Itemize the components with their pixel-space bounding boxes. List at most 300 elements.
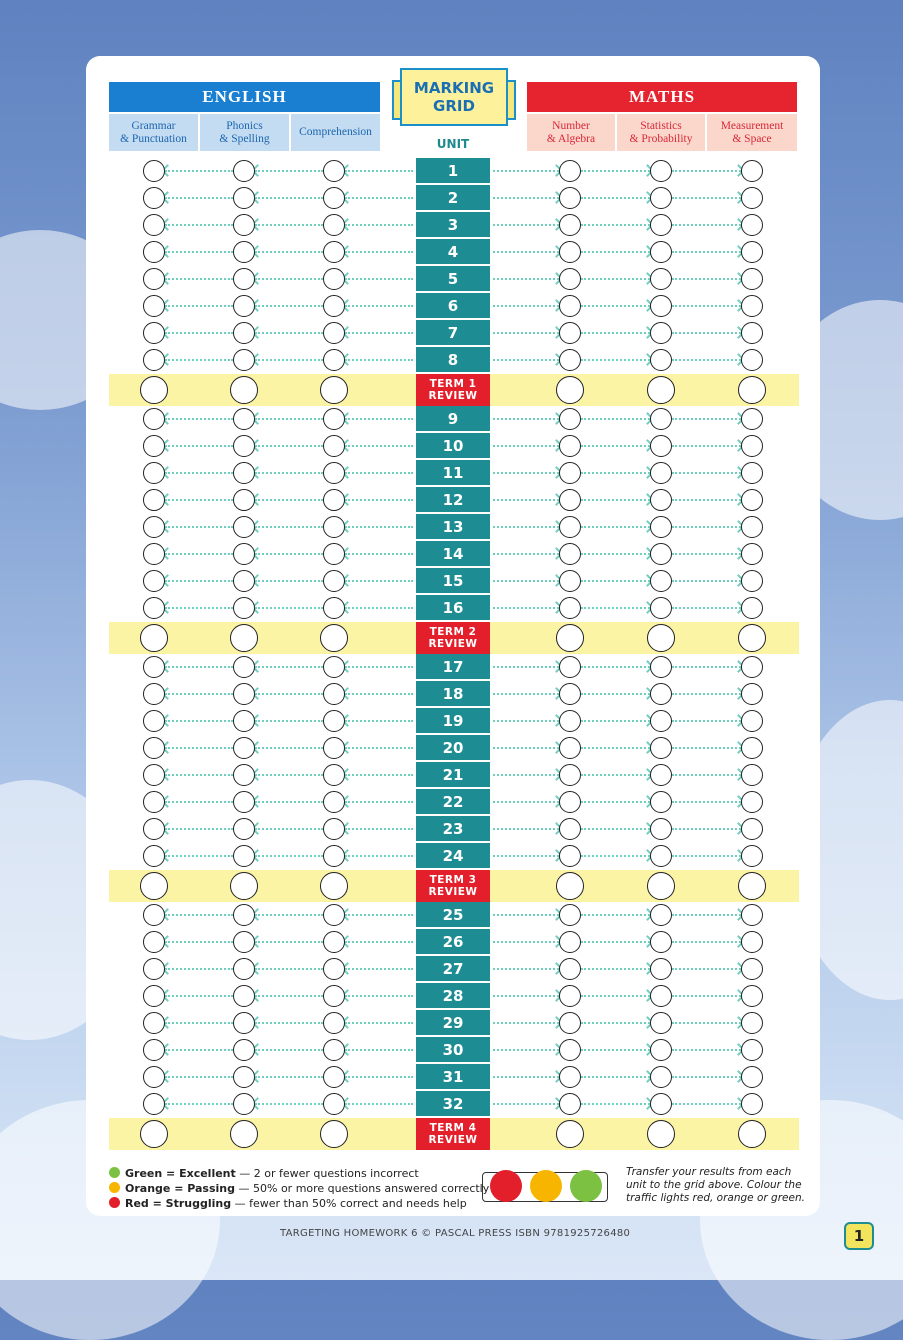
- result-circle[interactable]: [650, 791, 672, 813]
- arrow-left-icon: [255, 720, 323, 722]
- result-circle[interactable]: [233, 295, 255, 317]
- result-circle[interactable]: [323, 931, 345, 953]
- arrow-left-icon: [165, 499, 233, 501]
- review-result-circle[interactable]: [647, 376, 675, 404]
- result-circle[interactable]: [650, 214, 672, 236]
- result-circle[interactable]: [233, 516, 255, 538]
- result-circle[interactable]: [559, 214, 581, 236]
- result-circle[interactable]: [741, 1093, 763, 1115]
- result-circle[interactable]: [559, 683, 581, 705]
- arrow-right-icon: [672, 801, 741, 803]
- result-circle[interactable]: [233, 931, 255, 953]
- result-circle[interactable]: [233, 435, 255, 457]
- result-circle[interactable]: [233, 818, 255, 840]
- result-circle[interactable]: [233, 1066, 255, 1088]
- arrow-left-icon: [345, 251, 413, 253]
- result-circle[interactable]: [650, 597, 672, 619]
- result-circle[interactable]: [650, 1039, 672, 1061]
- unit-number-cell: 4: [416, 239, 490, 264]
- review-result-circle[interactable]: [647, 1120, 675, 1148]
- result-circle[interactable]: [143, 656, 165, 678]
- result-circle[interactable]: [741, 349, 763, 371]
- result-circle[interactable]: [233, 570, 255, 592]
- result-circle[interactable]: [741, 187, 763, 209]
- term-review-line2: REVIEW: [428, 638, 478, 650]
- result-circle[interactable]: [650, 516, 672, 538]
- result-circle[interactable]: [323, 1012, 345, 1034]
- arrow-left-icon: [255, 359, 323, 361]
- result-circle[interactable]: [323, 349, 345, 371]
- result-circle[interactable]: [650, 818, 672, 840]
- result-circle[interactable]: [650, 543, 672, 565]
- result-circle[interactable]: [233, 845, 255, 867]
- review-result-circle[interactable]: [320, 1120, 348, 1148]
- result-circle[interactable]: [323, 160, 345, 182]
- result-circle[interactable]: [323, 268, 345, 290]
- result-circle[interactable]: [559, 818, 581, 840]
- result-circle[interactable]: [741, 958, 763, 980]
- result-circle[interactable]: [741, 570, 763, 592]
- arrow-right-icon: [493, 1022, 559, 1024]
- result-circle[interactable]: [650, 1093, 672, 1115]
- arrow-right-icon: [581, 968, 650, 970]
- arrow-right-icon: [672, 197, 741, 199]
- result-circle[interactable]: [143, 1093, 165, 1115]
- result-circle[interactable]: [650, 322, 672, 344]
- result-circle[interactable]: [650, 710, 672, 732]
- result-circle[interactable]: [741, 1039, 763, 1061]
- result-circle[interactable]: [650, 904, 672, 926]
- result-circle[interactable]: [741, 241, 763, 263]
- red-dot-icon: [109, 1197, 120, 1208]
- result-circle[interactable]: [323, 214, 345, 236]
- review-result-circle[interactable]: [738, 1120, 766, 1148]
- result-circle[interactable]: [323, 295, 345, 317]
- result-circle[interactable]: [559, 764, 581, 786]
- result-circle[interactable]: [741, 818, 763, 840]
- result-circle[interactable]: [741, 764, 763, 786]
- result-circle[interactable]: [741, 1012, 763, 1034]
- result-circle[interactable]: [741, 845, 763, 867]
- arrow-right-icon: [493, 332, 559, 334]
- result-circle[interactable]: [559, 845, 581, 867]
- result-circle[interactable]: [741, 435, 763, 457]
- result-circle[interactable]: [650, 958, 672, 980]
- result-circle[interactable]: [233, 1039, 255, 1061]
- result-circle[interactable]: [233, 710, 255, 732]
- arrow-right-icon: [672, 693, 741, 695]
- result-circle[interactable]: [559, 295, 581, 317]
- result-circle[interactable]: [323, 1039, 345, 1061]
- result-circle[interactable]: [741, 160, 763, 182]
- arrow-left-icon: [255, 472, 323, 474]
- result-circle[interactable]: [233, 958, 255, 980]
- arrow-right-icon: [672, 499, 741, 501]
- arrow-left-icon: [255, 774, 323, 776]
- result-circle[interactable]: [650, 656, 672, 678]
- result-circle[interactable]: [143, 435, 165, 457]
- arrow-left-icon: [165, 224, 233, 226]
- unit-number-cell: 24: [416, 843, 490, 868]
- result-circle[interactable]: [233, 268, 255, 290]
- result-circle[interactable]: [143, 818, 165, 840]
- result-circle[interactable]: [559, 1093, 581, 1115]
- result-circle[interactable]: [559, 1012, 581, 1034]
- result-circle[interactable]: [143, 214, 165, 236]
- result-circle[interactable]: [559, 322, 581, 344]
- result-circle[interactable]: [143, 1066, 165, 1088]
- result-circle[interactable]: [650, 985, 672, 1007]
- result-circle[interactable]: [323, 241, 345, 263]
- arrow-right-icon: [672, 666, 741, 668]
- result-circle[interactable]: [143, 322, 165, 344]
- result-circle[interactable]: [143, 241, 165, 263]
- result-circle[interactable]: [323, 187, 345, 209]
- result-circle[interactable]: [323, 516, 345, 538]
- review-result-circle[interactable]: [140, 1120, 168, 1148]
- result-circle[interactable]: [143, 845, 165, 867]
- result-circle[interactable]: [233, 408, 255, 430]
- result-circle[interactable]: [650, 408, 672, 430]
- result-circle[interactable]: [741, 322, 763, 344]
- result-circle[interactable]: [559, 1039, 581, 1061]
- review-result-circle[interactable]: [738, 376, 766, 404]
- result-circle[interactable]: [323, 710, 345, 732]
- result-circle[interactable]: [233, 1012, 255, 1034]
- arrow-left-icon: [345, 607, 413, 609]
- result-circle[interactable]: [323, 737, 345, 759]
- result-circle[interactable]: [559, 958, 581, 980]
- result-circle[interactable]: [323, 408, 345, 430]
- result-circle[interactable]: [650, 241, 672, 263]
- arrow-right-icon: [672, 418, 741, 420]
- result-circle[interactable]: [143, 985, 165, 1007]
- result-circle[interactable]: [559, 160, 581, 182]
- review-result-circle[interactable]: [230, 624, 258, 652]
- result-circle[interactable]: [559, 904, 581, 926]
- banner-title-line1: MARKING: [413, 79, 495, 97]
- result-circle[interactable]: [650, 931, 672, 953]
- arrow-right-icon: [672, 1049, 741, 1051]
- arrow-right-icon: [493, 693, 559, 695]
- review-result-circle[interactable]: [320, 872, 348, 900]
- result-circle[interactable]: [143, 268, 165, 290]
- arrow-right-icon: [672, 995, 741, 997]
- result-circle[interactable]: [741, 543, 763, 565]
- result-circle[interactable]: [559, 570, 581, 592]
- arrow-left-icon: [255, 170, 323, 172]
- result-circle[interactable]: [143, 958, 165, 980]
- traffic-light-red-icon[interactable]: [490, 1170, 522, 1202]
- result-circle[interactable]: [233, 160, 255, 182]
- traffic-light-green-icon[interactable]: [570, 1170, 602, 1202]
- arrow-right-icon: [493, 359, 559, 361]
- result-circle[interactable]: [559, 985, 581, 1007]
- arrow-right-icon: [493, 472, 559, 474]
- result-circle[interactable]: [233, 904, 255, 926]
- result-circle[interactable]: [143, 187, 165, 209]
- unit-number-cell: 19: [416, 708, 490, 733]
- result-circle[interactable]: [143, 931, 165, 953]
- review-result-circle[interactable]: [230, 872, 258, 900]
- review-result-circle[interactable]: [738, 872, 766, 900]
- column-grammar-punctuation: Grammar & Punctuation: [109, 114, 198, 151]
- arrow-right-icon: [493, 968, 559, 970]
- result-circle[interactable]: [143, 408, 165, 430]
- arrow-left-icon: [345, 693, 413, 695]
- legend-item-orange: [109, 1181, 489, 1196]
- arrow-left-icon: [255, 855, 323, 857]
- result-circle[interactable]: [559, 408, 581, 430]
- arrow-left-icon: [255, 553, 323, 555]
- arrow-left-icon: [165, 1022, 233, 1024]
- arrow-right-icon: [581, 472, 650, 474]
- result-circle[interactable]: [233, 489, 255, 511]
- review-result-circle[interactable]: [647, 872, 675, 900]
- arrow-left-icon: [255, 197, 323, 199]
- arrow-right-icon: [672, 774, 741, 776]
- result-circle[interactable]: [323, 791, 345, 813]
- review-result-circle[interactable]: [140, 624, 168, 652]
- result-circle[interactable]: [233, 764, 255, 786]
- result-circle[interactable]: [323, 1093, 345, 1115]
- result-circle[interactable]: [650, 845, 672, 867]
- review-result-circle[interactable]: [320, 624, 348, 652]
- result-circle[interactable]: [559, 349, 581, 371]
- result-circle[interactable]: [650, 295, 672, 317]
- arrow-left-icon: [255, 499, 323, 501]
- result-circle[interactable]: [233, 737, 255, 759]
- result-circle[interactable]: [323, 1066, 345, 1088]
- result-circle[interactable]: [741, 710, 763, 732]
- arrow-right-icon: [493, 747, 559, 749]
- result-circle[interactable]: [559, 268, 581, 290]
- result-circle[interactable]: [559, 931, 581, 953]
- arrow-left-icon: [165, 526, 233, 528]
- result-circle[interactable]: [559, 516, 581, 538]
- result-circle[interactable]: [559, 543, 581, 565]
- result-circle[interactable]: [233, 462, 255, 484]
- result-circle[interactable]: [143, 516, 165, 538]
- result-circle[interactable]: [323, 764, 345, 786]
- arrow-left-icon: [255, 801, 323, 803]
- review-result-circle[interactable]: [556, 624, 584, 652]
- result-circle[interactable]: [650, 435, 672, 457]
- arrow-right-icon: [581, 828, 650, 830]
- result-circle[interactable]: [323, 570, 345, 592]
- result-circle[interactable]: [741, 268, 763, 290]
- result-circle[interactable]: [323, 656, 345, 678]
- result-circle[interactable]: [741, 737, 763, 759]
- result-circle[interactable]: [143, 570, 165, 592]
- result-circle[interactable]: [741, 462, 763, 484]
- result-circle[interactable]: [143, 160, 165, 182]
- result-circle[interactable]: [741, 597, 763, 619]
- result-circle[interactable]: [143, 737, 165, 759]
- result-circle[interactable]: [233, 214, 255, 236]
- arrow-right-icon: [493, 995, 559, 997]
- result-circle[interactable]: [143, 462, 165, 484]
- instructions-text: Transfer your results from each unit to the grid above. Colour the traffic lights red, orange or green.: [626, 1166, 805, 1204]
- arrow-right-icon: [672, 855, 741, 857]
- result-circle[interactable]: [143, 710, 165, 732]
- result-circle[interactable]: [650, 764, 672, 786]
- result-circle[interactable]: [559, 187, 581, 209]
- arrow-left-icon: [345, 666, 413, 668]
- unit-number-cell: 28: [416, 983, 490, 1008]
- result-circle[interactable]: [559, 462, 581, 484]
- column-statistics-probability: Statistics & Probability: [617, 114, 705, 151]
- arrow-right-icon: [672, 607, 741, 609]
- arrow-right-icon: [672, 720, 741, 722]
- arrow-right-icon: [493, 855, 559, 857]
- result-circle[interactable]: [650, 462, 672, 484]
- review-result-circle[interactable]: [647, 624, 675, 652]
- result-circle[interactable]: [233, 543, 255, 565]
- result-circle[interactable]: [741, 1066, 763, 1088]
- result-circle[interactable]: [650, 737, 672, 759]
- result-circle[interactable]: [323, 597, 345, 619]
- review-result-circle[interactable]: [556, 376, 584, 404]
- result-circle[interactable]: [559, 1066, 581, 1088]
- result-circle[interactable]: [233, 791, 255, 813]
- arrow-left-icon: [255, 968, 323, 970]
- result-circle[interactable]: [323, 958, 345, 980]
- result-circle[interactable]: [143, 1039, 165, 1061]
- result-circle[interactable]: [650, 187, 672, 209]
- result-circle[interactable]: [741, 408, 763, 430]
- arrow-left-icon: [165, 995, 233, 997]
- arrow-right-icon: [493, 801, 559, 803]
- result-circle[interactable]: [559, 241, 581, 263]
- review-result-circle[interactable]: [140, 376, 168, 404]
- result-circle[interactable]: [559, 489, 581, 511]
- result-circle[interactable]: [650, 349, 672, 371]
- result-circle[interactable]: [143, 489, 165, 511]
- result-circle[interactable]: [741, 489, 763, 511]
- result-circle[interactable]: [323, 435, 345, 457]
- arrow-left-icon: [165, 278, 233, 280]
- result-circle[interactable]: [741, 214, 763, 236]
- arrow-left-icon: [345, 720, 413, 722]
- arrow-right-icon: [581, 580, 650, 582]
- result-circle[interactable]: [323, 985, 345, 1007]
- result-circle[interactable]: [143, 904, 165, 926]
- result-circle[interactable]: [650, 489, 672, 511]
- result-circle[interactable]: [143, 349, 165, 371]
- result-circle[interactable]: [323, 543, 345, 565]
- result-circle[interactable]: [559, 597, 581, 619]
- review-result-circle[interactable]: [230, 1120, 258, 1148]
- result-circle[interactable]: [323, 462, 345, 484]
- result-circle[interactable]: [650, 160, 672, 182]
- result-circle[interactable]: [650, 1012, 672, 1034]
- result-circle[interactable]: [559, 656, 581, 678]
- arrow-left-icon: [165, 855, 233, 857]
- arrow-left-icon: [165, 774, 233, 776]
- column-phonics-spelling: Phonics & Spelling: [200, 114, 289, 151]
- result-circle[interactable]: [741, 985, 763, 1007]
- result-circle[interactable]: [559, 435, 581, 457]
- result-circle[interactable]: [650, 683, 672, 705]
- banner-title: [400, 68, 508, 126]
- result-circle[interactable]: [233, 597, 255, 619]
- arrow-left-icon: [165, 968, 233, 970]
- footer-text: TARGETING HOMEWORK 6 © PASCAL PRESS ISBN 9781925726480: [280, 1228, 631, 1239]
- arrow-left-icon: [255, 747, 323, 749]
- term-review-cell: [416, 870, 490, 902]
- arrow-left-icon: [165, 251, 233, 253]
- result-circle[interactable]: [233, 349, 255, 371]
- result-circle[interactable]: [559, 737, 581, 759]
- result-circle[interactable]: [323, 904, 345, 926]
- term-review-line2: REVIEW: [428, 886, 478, 898]
- result-circle[interactable]: [741, 683, 763, 705]
- result-circle[interactable]: [323, 818, 345, 840]
- result-circle[interactable]: [143, 543, 165, 565]
- result-circle[interactable]: [559, 791, 581, 813]
- result-circle[interactable]: [143, 295, 165, 317]
- result-circle[interactable]: [741, 791, 763, 813]
- result-circle[interactable]: [233, 985, 255, 1007]
- arrow-left-icon: [165, 828, 233, 830]
- review-result-circle[interactable]: [140, 872, 168, 900]
- arrow-right-icon: [493, 170, 559, 172]
- arrow-left-icon: [165, 720, 233, 722]
- green-dot-icon: [109, 1167, 120, 1178]
- result-circle[interactable]: [323, 683, 345, 705]
- result-circle[interactable]: [233, 1093, 255, 1115]
- arrow-right-icon: [493, 305, 559, 307]
- result-circle[interactable]: [233, 683, 255, 705]
- result-circle[interactable]: [650, 570, 672, 592]
- result-circle[interactable]: [143, 683, 165, 705]
- arrow-right-icon: [672, 553, 741, 555]
- result-circle[interactable]: [323, 845, 345, 867]
- result-circle[interactable]: [323, 489, 345, 511]
- result-circle[interactable]: [233, 187, 255, 209]
- result-circle[interactable]: [143, 791, 165, 813]
- traffic-light-orange-icon[interactable]: [530, 1170, 562, 1202]
- arrow-left-icon: [165, 359, 233, 361]
- unit-number-cell: 8: [416, 347, 490, 372]
- review-result-circle[interactable]: [320, 376, 348, 404]
- result-circle[interactable]: [143, 597, 165, 619]
- review-result-circle[interactable]: [556, 1120, 584, 1148]
- result-circle[interactable]: [143, 1012, 165, 1034]
- result-circle[interactable]: [233, 241, 255, 263]
- unit-number-cell: 2: [416, 185, 490, 210]
- result-circle[interactable]: [650, 1066, 672, 1088]
- arrow-left-icon: [255, 1076, 323, 1078]
- arrow-right-icon: [581, 941, 650, 943]
- result-circle[interactable]: [323, 322, 345, 344]
- result-circle[interactable]: [741, 904, 763, 926]
- result-circle[interactable]: [650, 268, 672, 290]
- review-result-circle[interactable]: [230, 376, 258, 404]
- result-circle[interactable]: [741, 295, 763, 317]
- result-circle[interactable]: [233, 656, 255, 678]
- result-circle[interactable]: [143, 764, 165, 786]
- result-circle[interactable]: [559, 710, 581, 732]
- arrow-left-icon: [345, 170, 413, 172]
- result-circle[interactable]: [233, 322, 255, 344]
- result-circle[interactable]: [741, 516, 763, 538]
- result-circle[interactable]: [741, 931, 763, 953]
- review-result-circle[interactable]: [556, 872, 584, 900]
- review-result-circle[interactable]: [738, 624, 766, 652]
- result-circle[interactable]: [741, 656, 763, 678]
